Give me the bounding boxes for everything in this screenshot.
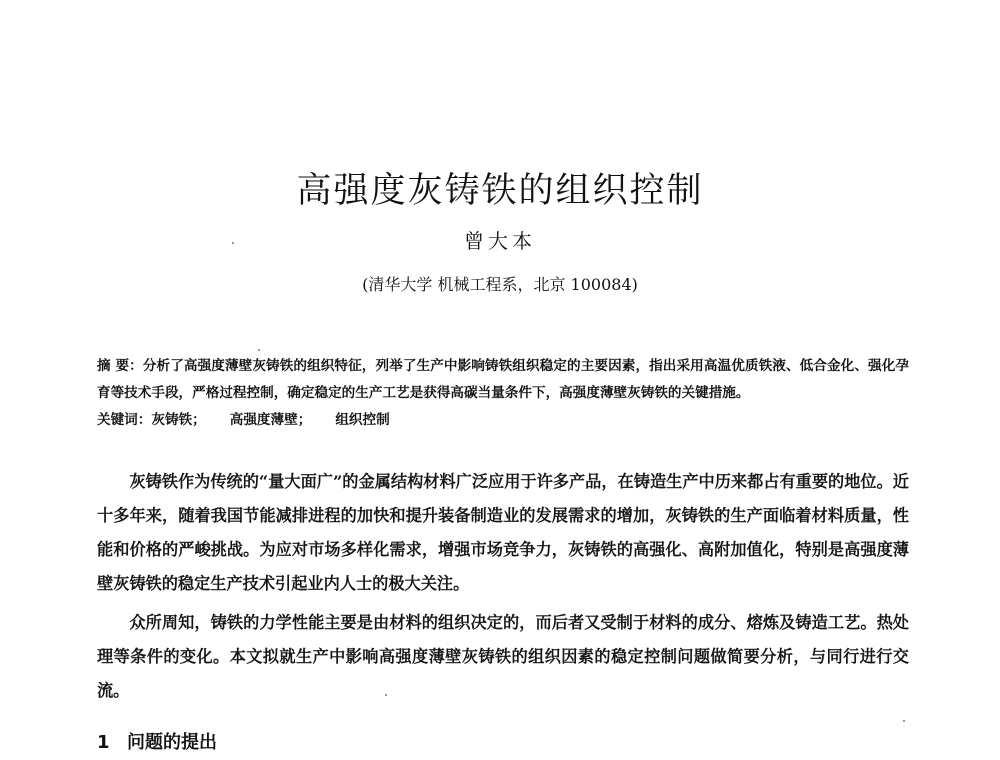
keyword-item: 组织控制 <box>335 412 390 428</box>
keywords <box>97 407 390 434</box>
paragraph-text: 众所周知，铸铁的力学性能主要是由材料的组织决定的，而后者又受制于材料的成分、熔炼及铸造工艺。热处理等条件的变化。本文拟就生产中影响高强度薄壁灰铸铁的组织因素的稳定控制问题做简要分析，与同行进行交流。 <box>97 613 909 700</box>
paragraph-text: 灰铸铁作为传统的“量大面广”的金属结构材料广泛应用于许多产品，在铸造生产中历来都占有重要的地位。近十多年来，随着我国节能减排进程的加快和提升装备制造业的发展需求的增加，灰铸铁的生产面临着材料质量，性能和价格的严峻挑战。为应对市场多样化需求，增强市场竞争力，灰铸铁的高强化、高附加值化，特别是高强度薄壁灰铸铁的稳定生产技术引起业内人士的极大关注。 <box>97 472 909 593</box>
keyword-item: 高强度薄壁； <box>229 412 312 428</box>
section-title: 问题的提出 <box>127 732 217 753</box>
scan-speck <box>385 694 387 696</box>
scan-speck <box>903 720 905 722</box>
abstract-label: 摘 要： <box>97 358 143 374</box>
scan-speck <box>232 242 234 244</box>
affiliation: (清华大学 机械工程系，北京 100084) <box>362 275 638 294</box>
body-paragraph-1 <box>97 465 909 601</box>
keywords-label: 关键词： <box>97 412 152 428</box>
paper-title: 高强度灰铸铁的组织控制 <box>296 171 704 211</box>
scan-speck <box>258 349 260 351</box>
section-number: 1 <box>97 732 110 753</box>
keyword-item: 灰铸铁； <box>151 412 206 428</box>
abstract <box>97 353 909 407</box>
abstract-text: 分析了高强度薄壁灰铸铁的组织特征，列举了生产中影响铸铁组织稳定的主要因素，指出采用高温优质铁液、低合金化、强化孕育等技术手段，严格过程控制，确定稳定的生产工艺是获得高碳当量条件下，高强度薄壁灰铸铁的关键措施。 <box>97 358 910 401</box>
author-name: 曾大本 <box>464 229 536 253</box>
body-paragraph-2 <box>97 606 909 708</box>
section-heading <box>97 728 217 754</box>
